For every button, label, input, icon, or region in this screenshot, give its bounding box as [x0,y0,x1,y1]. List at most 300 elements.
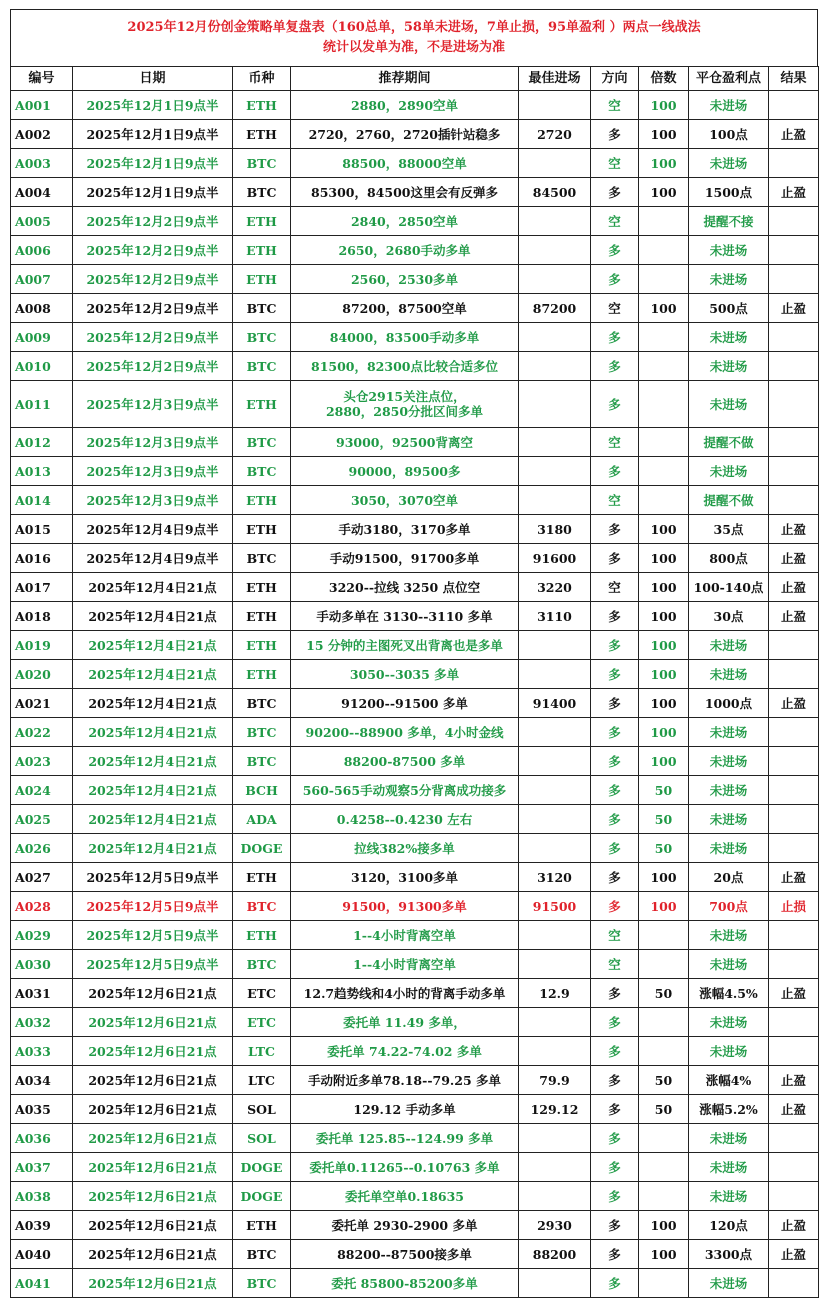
cell-id: A008 [11,294,73,323]
cell-id: A001 [11,91,73,120]
cell-leverage: 100 [639,892,689,921]
cell-coin: ETH [233,573,291,602]
table-row [11,1153,819,1182]
cell-leverage [639,1269,689,1298]
cell-direction: 多 [591,178,639,207]
header-leverage: 倍数 [639,67,689,91]
cell-result [769,457,819,486]
cell-result: 止盈 [769,515,819,544]
table-row [11,834,819,863]
header-direction: 方向 [591,67,639,91]
cell-close-profit: 未进场 [689,1182,769,1211]
table-row [11,352,819,381]
cell-result [769,236,819,265]
table-row [11,457,819,486]
cell-result: 止盈 [769,1240,819,1269]
cell-recommendation: 委托单 74.22-74.02 多单 [291,1037,519,1066]
cell-recommendation: 3120，3100多单 [291,863,519,892]
cell-best-entry: 84500 [519,178,591,207]
cell-best-entry [519,149,591,178]
cell-result: 止损 [769,892,819,921]
cell-coin: DOGE [233,1153,291,1182]
table-row [11,323,819,352]
cell-leverage: 100 [639,660,689,689]
cell-coin: ETH [233,486,291,515]
cell-coin: ETH [233,120,291,149]
cell-best-entry: 12.9 [519,979,591,1008]
cell-coin: BTC [233,178,291,207]
cell-id: A024 [11,776,73,805]
cell-close-profit: 提醒不做 [689,428,769,457]
cell-coin: ETC [233,979,291,1008]
cell-recommendation: 81500，82300点比较合适多位 [291,352,519,381]
cell-leverage: 100 [639,1211,689,1240]
cell-date: 2025年12月4日21点 [73,805,233,834]
cell-coin: ETH [233,515,291,544]
cell-close-profit: 未进场 [689,776,769,805]
cell-direction: 多 [591,1095,639,1124]
cell-recommendation: 0.4258--0.4230 左右 [291,805,519,834]
cell-direction: 多 [591,631,639,660]
table-row [11,381,819,428]
cell-close-profit: 500点 [689,294,769,323]
cell-best-entry [519,352,591,381]
cell-best-entry [519,428,591,457]
cell-best-entry [519,776,591,805]
cell-leverage: 100 [639,515,689,544]
cell-recommendation: 委托单 11.49 多单， [291,1008,519,1037]
cell-best-entry [519,834,591,863]
cell-close-profit: 800点 [689,544,769,573]
cell-leverage: 100 [639,689,689,718]
sheet-title [10,9,818,66]
cell-result [769,1008,819,1037]
cell-id: A013 [11,457,73,486]
cell-direction: 多 [591,979,639,1008]
table-row [11,544,819,573]
table-row [11,1240,819,1269]
cell-best-entry [519,1008,591,1037]
cell-coin: ETH [233,381,291,428]
cell-direction: 空 [591,294,639,323]
cell-date: 2025年12月6日21点 [73,1037,233,1066]
cell-id: A010 [11,352,73,381]
cell-leverage [639,352,689,381]
table-row [11,1211,819,1240]
cell-coin: BTC [233,149,291,178]
cell-leverage [639,381,689,428]
cell-best-entry [519,718,591,747]
cell-result [769,486,819,515]
cell-close-profit: 120点 [689,1211,769,1240]
cell-id: A007 [11,265,73,294]
table-row [11,660,819,689]
cell-date: 2025年12月2日9点半 [73,236,233,265]
cell-direction: 空 [591,921,639,950]
cell-best-entry [519,1182,591,1211]
cell-leverage [639,428,689,457]
cell-id: A006 [11,236,73,265]
table-row [11,1182,819,1211]
cell-result [769,660,819,689]
cell-coin: ETH [233,660,291,689]
cell-close-profit: 未进场 [689,747,769,776]
cell-best-entry [519,381,591,428]
table-row [11,486,819,515]
cell-recommendation: 93000，92500背离空 [291,428,519,457]
cell-date: 2025年12月1日9点半 [73,120,233,149]
cell-result: 止盈 [769,602,819,631]
cell-direction: 多 [591,236,639,265]
cell-coin: SOL [233,1124,291,1153]
cell-recommendation: 1--4小时背离空单 [291,921,519,950]
cell-coin: BTC [233,747,291,776]
cell-direction: 多 [591,1037,639,1066]
header-coin: 币种 [233,67,291,91]
header-recommendation: 推荐期间 [291,67,519,91]
cell-leverage: 100 [639,544,689,573]
cell-result: 止盈 [769,1095,819,1124]
cell-result [769,1037,819,1066]
cell-recommendation: 84000，83500手动多单 [291,323,519,352]
cell-id: A035 [11,1095,73,1124]
cell-direction: 多 [591,1182,639,1211]
table-row [11,120,819,149]
cell-close-profit: 未进场 [689,352,769,381]
cell-direction: 多 [591,747,639,776]
cell-coin: ETH [233,236,291,265]
table-row [11,236,819,265]
cell-direction: 多 [591,660,639,689]
cell-recommendation: 87200，87500空单 [291,294,519,323]
cell-result [769,1269,819,1298]
cell-recommendation: 88200-87500 多单 [291,747,519,776]
cell-leverage [639,1037,689,1066]
cell-leverage: 100 [639,573,689,602]
cell-recommendation: 3220--拉线 3250 点位空 [291,573,519,602]
cell-date: 2025年12月6日21点 [73,1182,233,1211]
cell-best-entry [519,457,591,486]
cell-coin: DOGE [233,834,291,863]
cell-leverage [639,457,689,486]
cell-close-profit: 未进场 [689,149,769,178]
table-row [11,91,819,120]
cell-date: 2025年12月6日21点 [73,1124,233,1153]
cell-leverage: 50 [639,1095,689,1124]
cell-close-profit: 30点 [689,602,769,631]
cell-best-entry: 2930 [519,1211,591,1240]
cell-recommendation: 90000，89500多 [291,457,519,486]
cell-recommendation: 2560，2530多单 [291,265,519,294]
cell-best-entry: 3180 [519,515,591,544]
cell-id: A002 [11,120,73,149]
cell-close-profit: 未进场 [689,236,769,265]
cell-id: A041 [11,1269,73,1298]
cell-id: A003 [11,149,73,178]
cell-leverage: 100 [639,120,689,149]
cell-id: A027 [11,863,73,892]
cell-coin: BTC [233,1240,291,1269]
cell-result [769,776,819,805]
table-row [11,805,819,834]
cell-best-entry [519,91,591,120]
cell-close-profit: 1500点 [689,178,769,207]
table-body [11,91,819,1298]
cell-result [769,352,819,381]
cell-direction: 空 [591,573,639,602]
table-row [11,747,819,776]
cell-date: 2025年12月6日21点 [73,1153,233,1182]
cell-coin: ETH [233,863,291,892]
cell-date: 2025年12月2日9点半 [73,294,233,323]
cell-date: 2025年12月2日9点半 [73,207,233,236]
cell-coin: BTC [233,323,291,352]
cell-leverage: 50 [639,1066,689,1095]
header-best-entry: 最佳进场 [519,67,591,91]
cell-coin: BTC [233,428,291,457]
table-row [11,294,819,323]
cell-recommendation: 手动附近多单78.18--79.25 多单 [291,1066,519,1095]
cell-result: 止盈 [769,573,819,602]
cell-id: A032 [11,1008,73,1037]
cell-leverage: 100 [639,91,689,120]
cell-leverage [639,1153,689,1182]
cell-id: A023 [11,747,73,776]
cell-date: 2025年12月2日9点半 [73,265,233,294]
cell-leverage: 50 [639,776,689,805]
review-sheet [10,9,818,1298]
cell-best-entry [519,660,591,689]
cell-direction: 多 [591,1008,639,1037]
cell-close-profit: 涨幅4.5% [689,979,769,1008]
cell-close-profit: 未进场 [689,660,769,689]
cell-recommendation: 3050--3035 多单 [291,660,519,689]
cell-direction: 多 [591,544,639,573]
cell-best-entry: 3110 [519,602,591,631]
header-id: 编号 [11,67,73,91]
trade-table [10,66,819,1298]
cell-result [769,149,819,178]
cell-id: A021 [11,689,73,718]
cell-recommendation: 2880，2890空单 [291,91,519,120]
cell-direction: 多 [591,1240,639,1269]
cell-date: 2025年12月4日21点 [73,747,233,776]
cell-best-entry [519,747,591,776]
cell-close-profit: 未进场 [689,1124,769,1153]
cell-result: 止盈 [769,689,819,718]
cell-recommendation: 委托单空单0.18635 [291,1182,519,1211]
cell-best-entry: 129.12 [519,1095,591,1124]
table-row [11,1037,819,1066]
cell-best-entry: 3220 [519,573,591,602]
cell-best-entry [519,323,591,352]
cell-recommendation: 拉线382%接多单 [291,834,519,863]
cell-date: 2025年12月5日9点半 [73,921,233,950]
cell-leverage: 100 [639,602,689,631]
cell-recommendation: 560-565手动观察5分背离成功接多 [291,776,519,805]
cell-best-entry: 3120 [519,863,591,892]
cell-coin: SOL [233,1095,291,1124]
cell-coin: ADA [233,805,291,834]
cell-id: A038 [11,1182,73,1211]
cell-best-entry [519,1124,591,1153]
cell-close-profit: 未进场 [689,921,769,950]
table-row [11,1124,819,1153]
cell-close-profit: 未进场 [689,381,769,428]
cell-date: 2025年12月6日21点 [73,979,233,1008]
cell-direction: 空 [591,149,639,178]
cell-recommendation: 2650，2680手动多单 [291,236,519,265]
cell-date: 2025年12月2日9点半 [73,323,233,352]
cell-coin: BTC [233,689,291,718]
cell-date: 2025年12月4日21点 [73,718,233,747]
cell-close-profit: 未进场 [689,834,769,863]
cell-best-entry: 2720 [519,120,591,149]
cell-close-profit: 未进场 [689,1153,769,1182]
cell-coin: ETH [233,602,291,631]
cell-leverage: 100 [639,863,689,892]
cell-result: 止盈 [769,979,819,1008]
cell-leverage [639,950,689,979]
cell-close-profit: 提醒不做 [689,486,769,515]
recommendation-line-1: 头仓2915关注点位， [343,389,466,404]
cell-result [769,805,819,834]
cell-direction: 多 [591,602,639,631]
cell-coin: BTC [233,718,291,747]
cell-direction: 多 [591,892,639,921]
table-row [11,979,819,1008]
cell-best-entry [519,950,591,979]
cell-result: 止盈 [769,294,819,323]
cell-direction: 空 [591,428,639,457]
cell-id: A028 [11,892,73,921]
cell-result [769,1182,819,1211]
cell-recommendation: 88500，88000空单 [291,149,519,178]
cell-leverage [639,236,689,265]
cell-close-profit: 35点 [689,515,769,544]
cell-leverage: 100 [639,718,689,747]
title-line-2: 统计以发单为准，不是进场为准 [322,40,505,55]
table-row [11,265,819,294]
cell-direction: 多 [591,323,639,352]
cell-id: A004 [11,178,73,207]
cell-close-profit: 1000点 [689,689,769,718]
cell-id: A030 [11,950,73,979]
cell-result [769,265,819,294]
table-row [11,207,819,236]
cell-recommendation: 91500，91300多单 [291,892,519,921]
cell-coin: ETH [233,631,291,660]
cell-close-profit: 3300点 [689,1240,769,1269]
cell-date: 2025年12月1日9点半 [73,91,233,120]
cell-result: 止盈 [769,120,819,149]
cell-result [769,747,819,776]
cell-best-entry [519,236,591,265]
cell-recommendation: 91200--91500 多单 [291,689,519,718]
cell-date: 2025年12月3日9点半 [73,486,233,515]
cell-recommendation: 3050，3070空单 [291,486,519,515]
cell-date: 2025年12月3日9点半 [73,381,233,428]
cell-best-entry: 91500 [519,892,591,921]
cell-id: A016 [11,544,73,573]
cell-result [769,950,819,979]
cell-leverage: 50 [639,834,689,863]
cell-close-profit: 未进场 [689,323,769,352]
cell-result [769,91,819,120]
cell-close-profit: 100点 [689,120,769,149]
cell-close-profit: 未进场 [689,91,769,120]
cell-recommendation: 88200--87500接多单 [291,1240,519,1269]
cell-close-profit: 未进场 [689,631,769,660]
cell-close-profit: 未进场 [689,457,769,486]
cell-date: 2025年12月6日21点 [73,1066,233,1095]
table-row [11,1008,819,1037]
cell-leverage: 100 [639,294,689,323]
cell-direction: 多 [591,1211,639,1240]
cell-direction: 多 [591,776,639,805]
cell-close-profit: 未进场 [689,950,769,979]
cell-recommendation [291,381,519,428]
cell-result [769,207,819,236]
cell-date: 2025年12月4日21点 [73,573,233,602]
cell-result [769,834,819,863]
cell-date: 2025年12月5日9点半 [73,892,233,921]
cell-leverage: 100 [639,149,689,178]
table-row [11,1269,819,1298]
cell-direction: 多 [591,805,639,834]
cell-date: 2025年12月4日21点 [73,660,233,689]
cell-date: 2025年12月1日9点半 [73,178,233,207]
cell-direction: 多 [591,120,639,149]
cell-id: A017 [11,573,73,602]
cell-recommendation: 2720，2760，2720插针站稳多 [291,120,519,149]
table-row [11,428,819,457]
cell-date: 2025年12月6日21点 [73,1008,233,1037]
cell-date: 2025年12月4日21点 [73,834,233,863]
table-row [11,718,819,747]
cell-coin: BTC [233,352,291,381]
cell-id: A015 [11,515,73,544]
cell-leverage [639,1182,689,1211]
cell-coin: ETH [233,207,291,236]
cell-date: 2025年12月5日9点半 [73,950,233,979]
cell-best-entry: 79.9 [519,1066,591,1095]
cell-coin: ETH [233,921,291,950]
cell-coin: BTC [233,892,291,921]
cell-leverage [639,265,689,294]
cell-close-profit: 20点 [689,863,769,892]
cell-result: 止盈 [769,544,819,573]
cell-date: 2025年12月6日21点 [73,1240,233,1269]
recommendation-line-2: 2880，2850分批区间多单 [325,404,484,419]
cell-result: 止盈 [769,1066,819,1095]
cell-direction: 多 [591,457,639,486]
cell-leverage: 50 [639,979,689,1008]
cell-leverage: 100 [639,1240,689,1269]
cell-id: A037 [11,1153,73,1182]
cell-coin: DOGE [233,1182,291,1211]
cell-direction: 多 [591,381,639,428]
cell-date: 2025年12月4日21点 [73,602,233,631]
cell-best-entry [519,265,591,294]
cell-id: A026 [11,834,73,863]
cell-direction: 多 [591,1153,639,1182]
cell-direction: 空 [591,486,639,515]
cell-leverage [639,1008,689,1037]
cell-close-profit: 未进场 [689,265,769,294]
cell-result [769,323,819,352]
cell-leverage [639,1124,689,1153]
